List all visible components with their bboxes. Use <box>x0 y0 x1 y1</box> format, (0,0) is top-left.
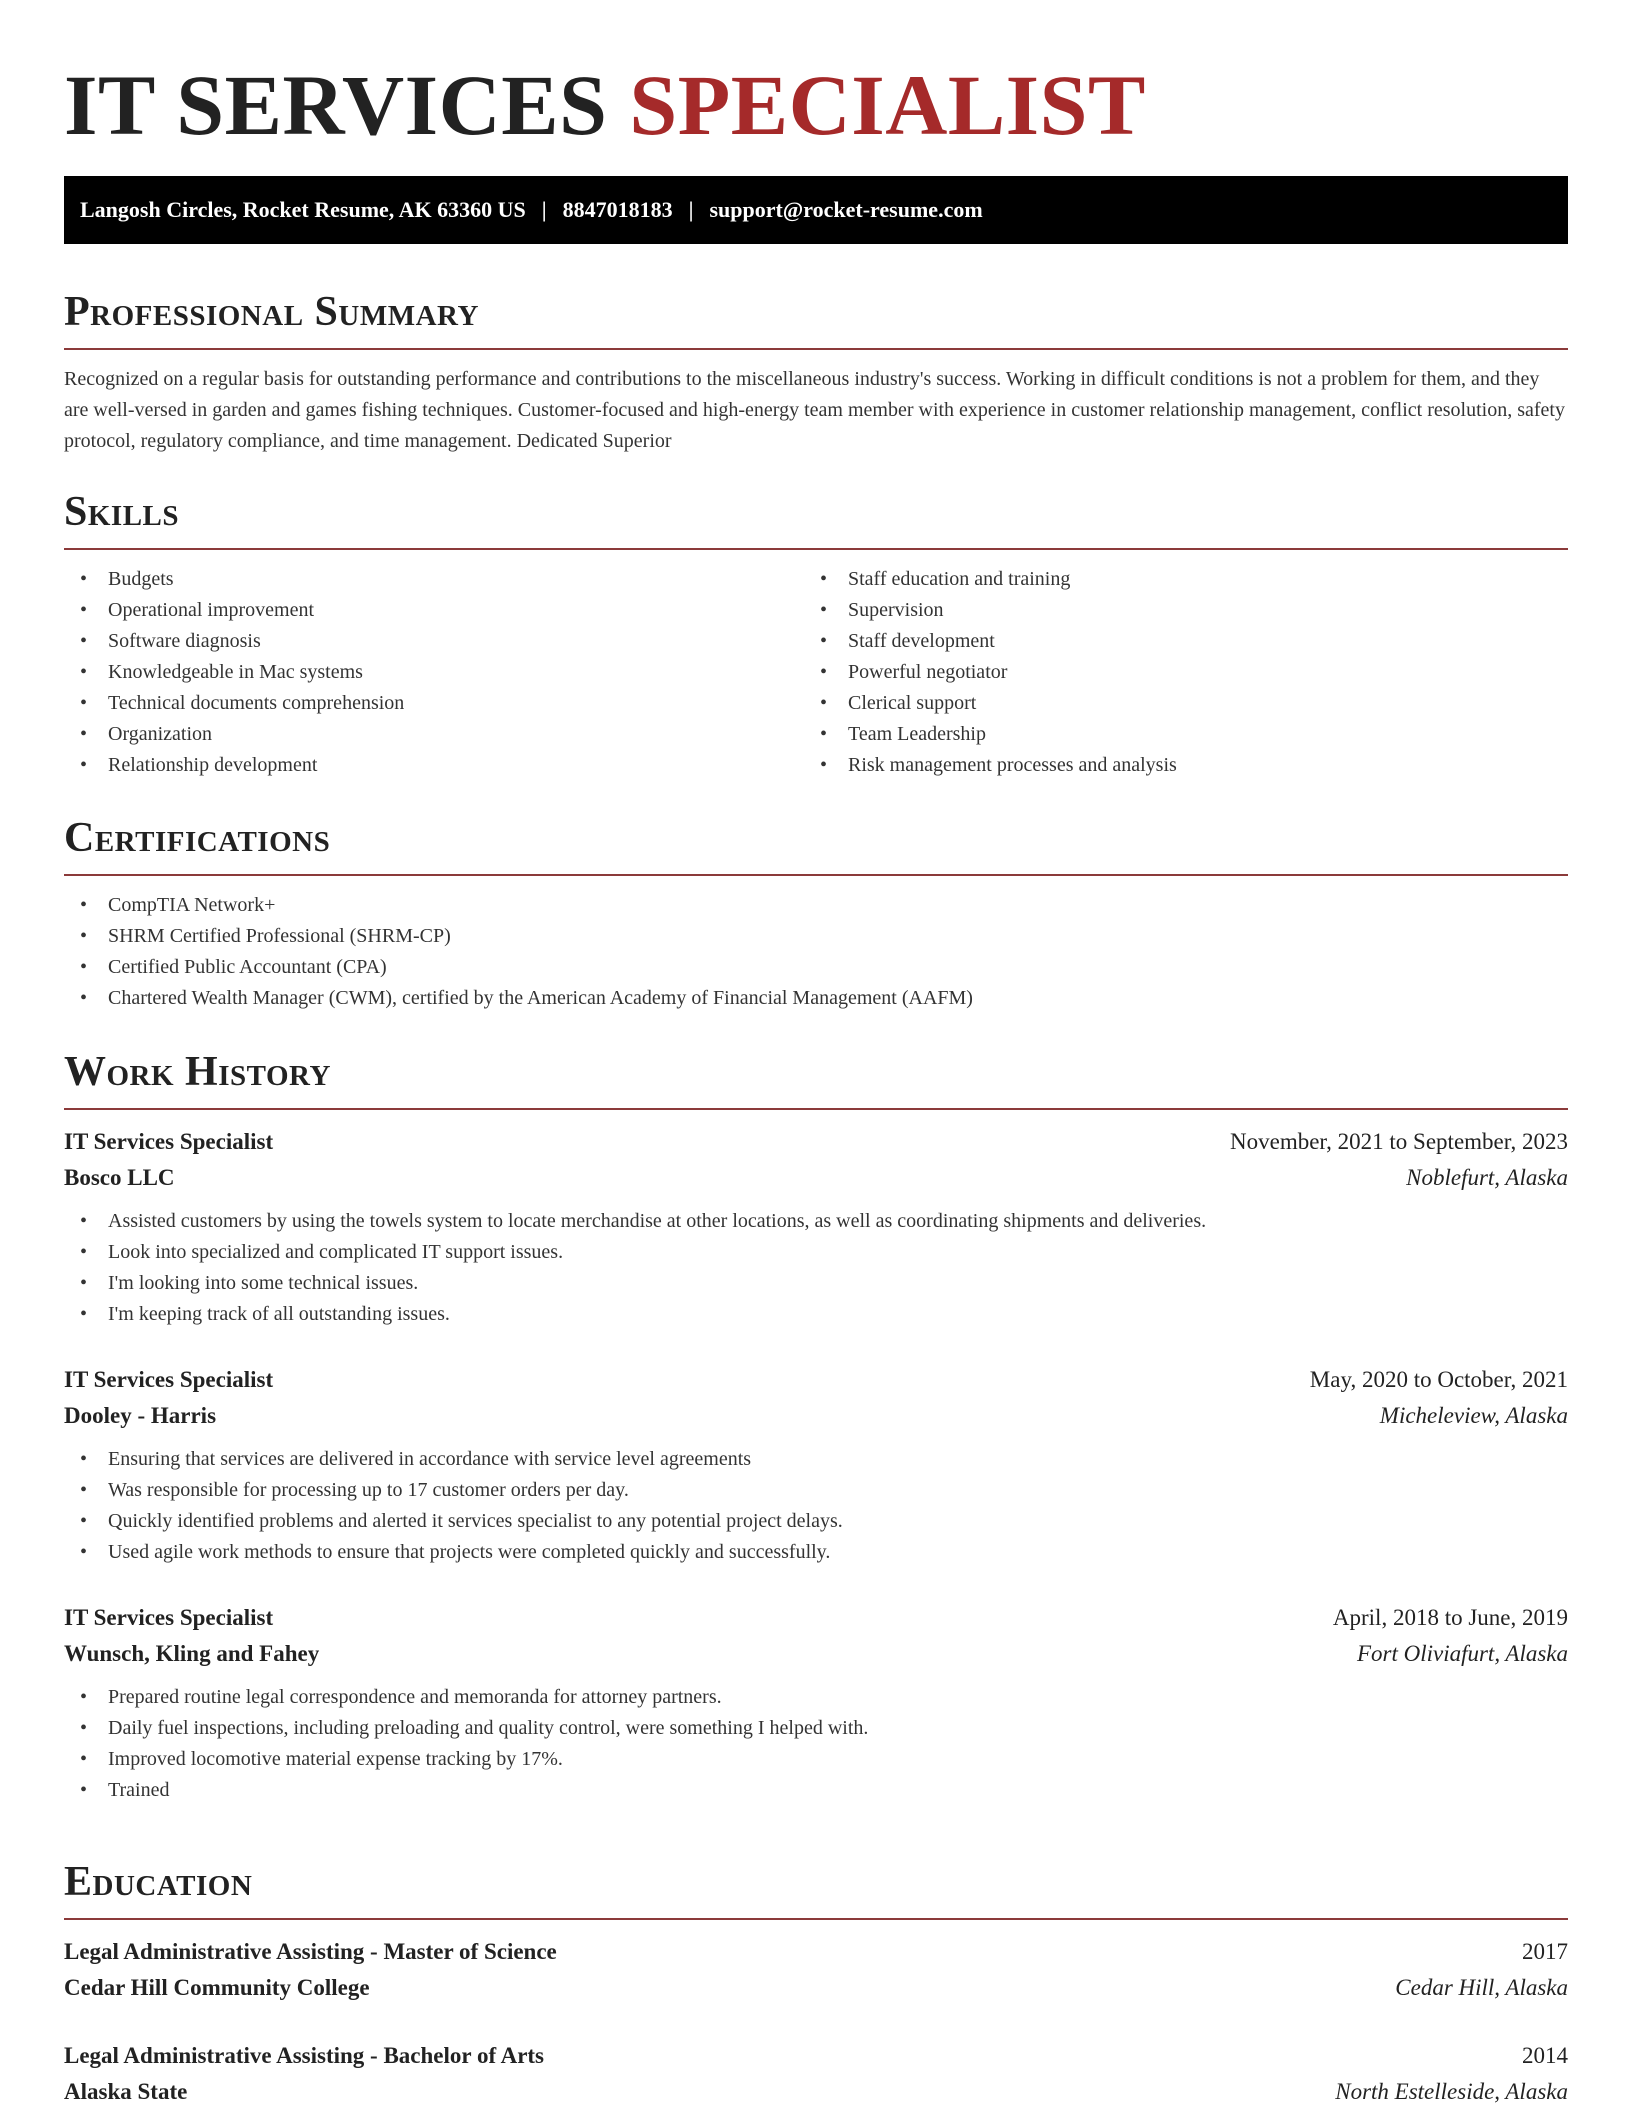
work-history-heading: Work History <box>64 1049 331 1095</box>
skill-item: • Clerical support <box>804 688 1544 719</box>
skill-item: • Knowledgeable in Mac systems <box>64 657 804 688</box>
education-entry <box>64 1934 1568 2006</box>
job-location: Fort Oliviafurt, Alaska <box>1356 1641 1568 1666</box>
job-bullet: • Assisted customers by using the towels system to locate merchandise at other locations, as well as coordinating shipments and deliveries. <box>64 1206 1568 1237</box>
education-year: 2014 <box>1522 2043 1568 2068</box>
education-entry <box>64 2038 1568 2110</box>
job-company: Bosco LLC <box>64 1165 175 1190</box>
job-bullet: • Used agile work methods to ensure that projects were completed quickly and successfully. <box>64 1537 1568 1568</box>
contact-address: Langosh Circles, Rocket Resume, AK 63360 US <box>80 197 526 222</box>
job-dates: November, 2021 to September, 2023 <box>1230 1129 1568 1154</box>
job-bullet: • Daily fuel inspections, including preloading and quality control, were something I helped with. <box>64 1713 1568 1744</box>
skill-item: • Powerful negotiator <box>804 657 1544 688</box>
certification-item: • SHRM Certified Professional (SHRM-CP) <box>64 921 1568 952</box>
job-entry <box>64 1362 1568 1568</box>
skills-section <box>64 482 1568 781</box>
job-bullet: • Ensuring that services are delivered in accordance with service level agreements <box>64 1444 1568 1475</box>
skill-item: • Supervision <box>804 595 1544 626</box>
skill-item: • Technical documents comprehension <box>64 688 804 719</box>
job-bullet: • Trained <box>64 1775 1568 1806</box>
job-company: Wunsch, Kling and Fahey <box>64 1641 320 1666</box>
education-school: Cedar Hill Community College <box>64 1975 370 2000</box>
certifications-section <box>64 808 1568 1014</box>
section-divider <box>64 548 1568 550</box>
skill-item: • Team Leadership <box>804 719 1544 750</box>
education-section <box>64 1852 1568 2110</box>
summary-section <box>64 282 1568 457</box>
contact-bar <box>64 176 1568 244</box>
education-degree: Legal Administrative Assisting - Master of Science <box>64 1939 557 1964</box>
job-entry <box>64 1124 1568 1330</box>
certification-item: • Chartered Wealth Manager (CWM), certified by the American Academy of Financial Management (AAFM) <box>64 983 1568 1014</box>
summary-heading: Professional Summary <box>64 289 479 335</box>
work-history-section <box>64 1042 1568 1806</box>
section-divider <box>64 874 1568 876</box>
skill-item: • Staff development <box>804 626 1544 657</box>
skill-item: • Budgets <box>64 564 804 595</box>
skill-item: • Organization <box>64 719 804 750</box>
summary-text: Recognized on a regular basis for outstanding performance and contributions to the miscellaneous industry's success. Working in difficult conditions is not a problem for them, and they are well-versed in garden and games fishing techniques. Customer-focused and high-energy team member with experience in customer relationship management, conflict resolution, safety protocol, regulatory compliance, and time management. Dedicated Superior <box>64 368 1565 452</box>
job-entry <box>64 1600 1568 1806</box>
section-divider <box>64 1108 1568 1110</box>
job-bullet: • I'm looking into some technical issues. <box>64 1268 1568 1299</box>
education-location: North Estelleside, Alaska <box>1335 2079 1568 2104</box>
education-heading: Education <box>64 1859 253 1905</box>
job-location: Noblefurt, Alaska <box>1406 1165 1568 1190</box>
job-location: Micheleview, Alaska <box>1379 1403 1568 1428</box>
skill-item: • Software diagnosis <box>64 626 804 657</box>
job-bullet: • Improved locomotive material expense tracking by 17%. <box>64 1744 1568 1775</box>
education-degree: Legal Administrative Assisting - Bachelor of Arts <box>64 2043 545 2068</box>
job-title: IT Services Specialist <box>64 1129 274 1154</box>
job-dates: May, 2020 to October, 2021 <box>1309 1367 1568 1392</box>
section-divider <box>64 348 1568 350</box>
name-part-2: SPECIALIST <box>629 57 1146 153</box>
job-title: IT Services Specialist <box>64 1367 274 1392</box>
contact-separator: | <box>541 197 547 222</box>
job-company: Dooley - Harris <box>64 1403 217 1428</box>
education-location: Cedar Hill, Alaska <box>1395 1975 1568 2000</box>
contact-separator: | <box>688 197 694 222</box>
certification-item: • CompTIA Network+ <box>64 890 1568 921</box>
job-bullets <box>64 1682 1568 1806</box>
education-school: Alaska State <box>64 2079 188 2104</box>
job-bullet: • Prepared routine legal correspondence and memoranda for attorney partners. <box>64 1682 1568 1713</box>
job-bullet: • I'm keeping track of all outstanding issues. <box>64 1299 1568 1330</box>
job-bullets <box>64 1206 1568 1330</box>
skill-item: • Staff education and training <box>804 564 1544 595</box>
education-year: 2017 <box>1522 1939 1568 1964</box>
job-bullet: • Was responsible for processing up to 17 customer orders per day. <box>64 1475 1568 1506</box>
skills-list-left <box>64 564 804 781</box>
job-title: IT Services Specialist <box>64 1605 274 1630</box>
certifications-list <box>64 890 1568 1014</box>
job-bullets <box>64 1444 1568 1568</box>
job-bullet: • Look into specialized and complicated IT support issues. <box>64 1237 1568 1268</box>
skills-heading: Skills <box>64 489 180 535</box>
skill-item: • Operational improvement <box>64 595 804 626</box>
certification-item: • Certified Public Accountant (CPA) <box>64 952 1568 983</box>
skill-item: • Risk management processes and analysis <box>804 750 1544 781</box>
job-bullet: • Quickly identified problems and alerted it services specialist to any potential project delays. <box>64 1506 1568 1537</box>
certifications-heading: Certifications <box>64 815 331 861</box>
section-divider <box>64 1918 1568 1920</box>
candidate-name <box>64 50 1146 160</box>
job-dates: April, 2018 to June, 2019 <box>1332 1605 1568 1630</box>
skills-list-right <box>804 564 1544 781</box>
skill-item: • Relationship development <box>64 750 804 781</box>
contact-email[interactable]: support@rocket-resume.com <box>709 197 983 222</box>
name-part-1: IT SERVICES <box>64 57 608 153</box>
contact-phone: 8847018183 <box>562 197 673 222</box>
